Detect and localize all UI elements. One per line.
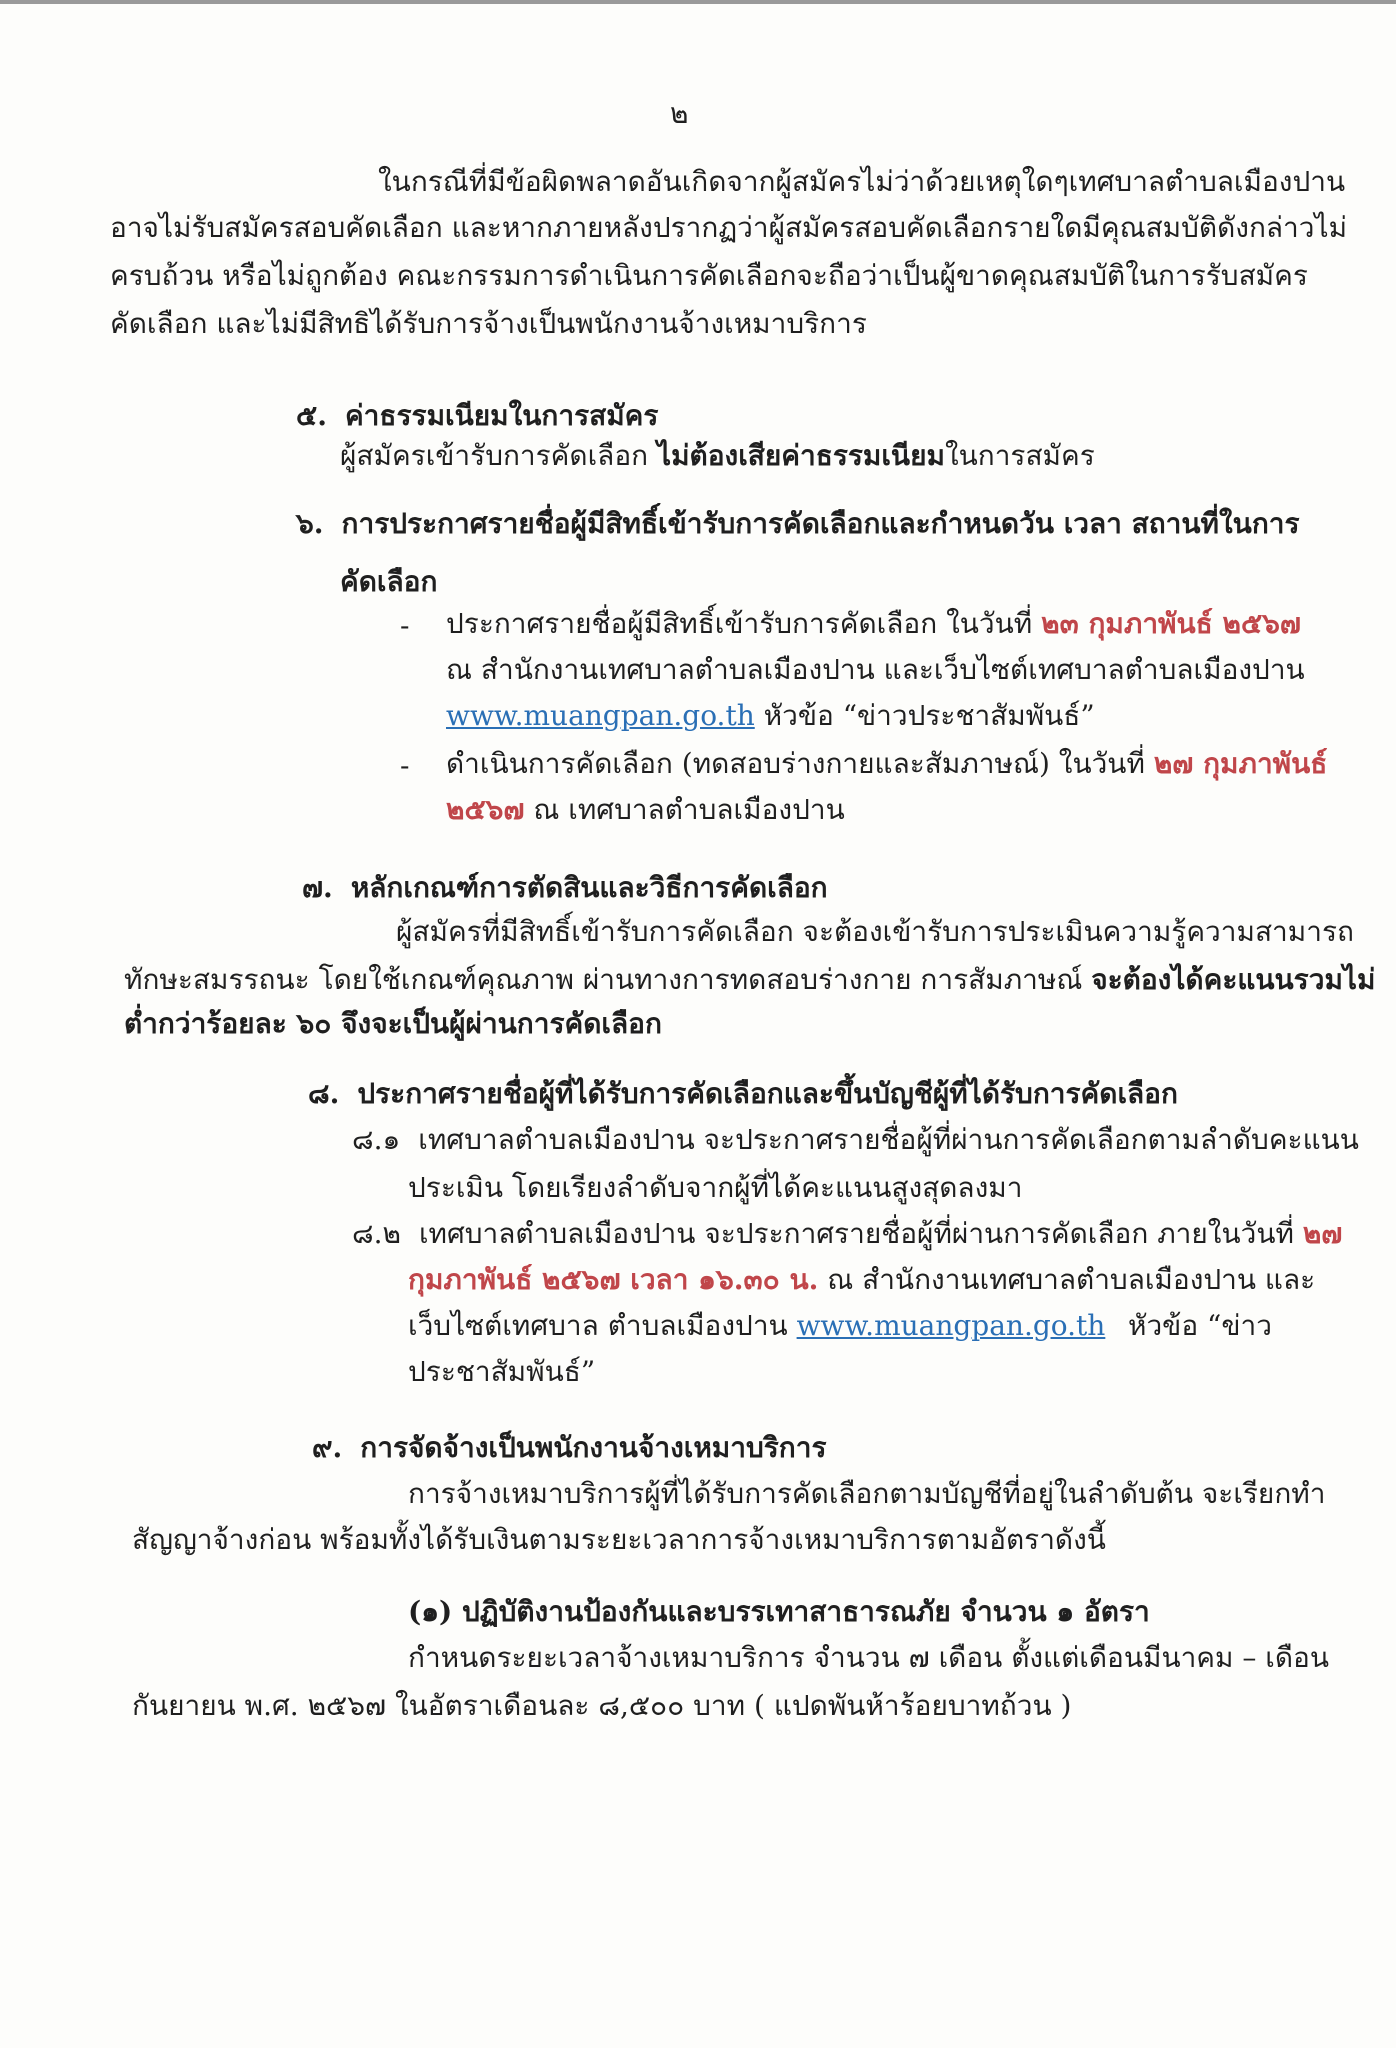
contract-period-line-2: กันยายน พ.ศ. ๒๕๖๗ ในอัตราเดือนละ ๘,๕๐๐ บาท ( แปดพันห้าร้อยบาทถ้วน ) [132, 1689, 1072, 1722]
section-8-2-office: ณ สำนักงานเทศบาลตำบลเมืองปาน และ [818, 1263, 1316, 1296]
section-8-heading [308, 1074, 1178, 1114]
section-8-2-topic: หัวข้อ “ข่าว [1128, 1309, 1272, 1342]
section-5-heading [296, 396, 658, 436]
section-8-2-date-time: กุมภาพันธ์ ๒๕๖๗ เวลา ๑๖.๓๐ น. [408, 1263, 819, 1296]
section-8-2-line-1 [352, 1214, 1342, 1254]
section-5-body [340, 436, 1095, 476]
section-5-title: ค่าธรรมเนียมในการสมัคร [344, 399, 659, 432]
section-6-heading [296, 504, 1300, 544]
section-8-2-number: ๘.๒ [352, 1217, 401, 1250]
section-9-line-1: การจ้างเหมาบริการผู้ที่ได้รับการคัดเลือกตามบัญชีที่อยู่ในลำดับต้น จะเรียกทำ [408, 1477, 1326, 1510]
section-8-2-line-4: ประชาสัมพันธ์” [408, 1355, 596, 1388]
section-8-1-number: ๘.๑ [352, 1123, 401, 1156]
intro-line-2: อาจไม่รับสมัครสอบคัดเลือก และหากภายหลังปรากฏว่าผู้สมัครสอบคัดเลือกรายใดมีคุณสมบัติดังกล่าวไม่ [110, 211, 1348, 244]
section-8-2-website-text: เว็บไซต์เทศบาล ตำบลเมืองปาน [408, 1309, 797, 1342]
selection-line-1 [446, 744, 1327, 784]
top-border-line [0, 0, 1396, 4]
section-5-body-start: ผู้สมัครเข้ารับการคัดเลือก [340, 439, 657, 472]
section-9-title: การจัดจ้างเป็นพนักงานจ้างเหมาบริการ [360, 1431, 827, 1464]
position-title: (๑) ปฏิบัติงานป้องกันและบรรเทาสาธารณภัย จำนวน ๑ อัตรา [408, 1595, 1150, 1628]
section-8-2-line-2 [408, 1260, 1315, 1300]
section-8-1-text: เทศบาลตำบลเมืองปาน จะประกาศรายชื่อผู้ที่ผ่านการคัดเลือกตามลำดับคะแนน [418, 1123, 1359, 1156]
section-8-number: ๘. [308, 1077, 340, 1110]
announcement-line-2: ณ สำนักงานเทศบาลตำบลเมืองปาน และเว็บไซต์เทศบาลตำบลเมืองปาน [446, 653, 1305, 686]
selection-text: ดำเนินการคัดเลือก (ทดสอบร่างกายและสัมภาษณ์) ในวันที่ [446, 747, 1154, 780]
intro-line-3: ครบถ้วน หรือไม่ถูกต้อง คณะกรรมการดำเนินการคัดเลือกจะถือว่าเป็นผู้ขาดคุณสมบัติในการรับสมัคร [110, 259, 1308, 292]
section-7-line-2 [124, 960, 1375, 1000]
section-8-2-text: เทศบาลตำบลเมืองปาน จะประกาศรายชื่อผู้ที่ผ่านการคัดเลือก ภายในวันที่ [418, 1217, 1303, 1250]
selection-date: ๒๗ กุมภาพันธ์ [1153, 747, 1328, 780]
announcement-date: ๒๓ กุมภาพันธ์ ๒๕๖๗ [1041, 607, 1301, 640]
section-9-number: ๙. [312, 1431, 343, 1464]
selection-year: ๒๕๖๗ [446, 793, 525, 826]
announcement-line-1 [446, 604, 1301, 644]
section-7-line-2-text: ทักษะสมรรถนะ โดยใช้เกณฑ์คุณภาพ ผ่านทางการทดสอบร่างกาย การสัมภาษณ์ [124, 963, 1092, 996]
section-5-body-end: ในการสมัคร [944, 439, 1095, 472]
section-8-2-date-day: ๒๗ [1302, 1217, 1343, 1250]
intro-line-4: คัดเลือก และไม่มีสิทธิได้รับการจ้างเป็นพนักงานจ้างเหมาบริการ [110, 307, 867, 340]
section-8-title: ประกาศรายชื่อผู้ที่ได้รับการคัดเลือกและขึ้นบัญชีผู้ที่ได้รับการคัดเลือก [357, 1077, 1178, 1110]
section-5-number: ๕. [296, 399, 327, 432]
section-8-2-line-3 [408, 1306, 1105, 1346]
section-9-line-2: สัญญาจ้างก่อน พร้อมทั้งได้รับเงินตามระยะเวลาการจ้างเหมาบริการตามอัตราดังนี้ [132, 1523, 1106, 1556]
contract-period-line-1: กำหนดระยะเวลาจ้างเหมาบริการ จำนวน ๗ เดือน ตั้งแต่เดือนมีนาคม – เดือน [408, 1641, 1330, 1674]
section-7-heading [302, 868, 828, 908]
announcement-line-3 [446, 696, 1095, 736]
section-7-line-2-bold: จะต้องได้คะแนนรวมไม่ [1091, 963, 1376, 996]
section-7-line-3: ต่ำกว่าร้อยละ ๖๐ จึงจะเป็นผู้ผ่านการคัดเลือก [124, 1007, 662, 1040]
section-8-1-line-1 [352, 1120, 1359, 1160]
section-6-number: ๖. [296, 507, 324, 540]
website-link-2[interactable]: www.muangpan.go.th [796, 1309, 1106, 1342]
intro-line-1: ในกรณีที่มีข้อผิดพลาดอันเกิดจากผู้สมัครไม่ว่าด้วยเหตุใดๆเทศบาลตำบลเมืองปาน [378, 165, 1346, 198]
section-7-line-1: ผู้สมัครที่มีสิทธิ์เข้ารับการคัดเลือก จะต้องเข้ารับการประเมินความรู้ความสามารถ [396, 915, 1354, 948]
section-6-title-line-2: คัดเลือก [340, 565, 438, 598]
section-9-heading [312, 1428, 826, 1468]
selection-place: ณ เทศบาลตำบลเมืองปาน [524, 793, 845, 826]
website-link-1[interactable]: www.muangpan.go.th [446, 699, 755, 732]
bullet-dash-1: - [400, 609, 410, 642]
section-8-1-line-2: ประเมิน โดยเรียงลำดับจากผู้ที่ได้คะแนนสูงสุดลงมา [408, 1171, 1023, 1204]
selection-line-2 [446, 790, 845, 830]
section-7-title: หลักเกณฑ์การตัดสินและวิธีการคัดเลือก [350, 871, 828, 904]
page-number: ๒ [670, 97, 689, 130]
topic-news-1: หัวข้อ “ข่าวประชาสัมพันธ์” [754, 699, 1095, 732]
bullet-dash-2: - [400, 749, 410, 782]
announcement-text: ประกาศรายชื่อผู้มีสิทธิ์เข้ารับการคัดเลือก ในวันที่ [446, 607, 1042, 640]
section-7-number: ๗. [302, 871, 333, 904]
section-6-title-line-1: การประกาศรายชื่อผู้มีสิทธิ์เข้ารับการคัดเลือกและกำหนดวัน เวลา สถานที่ในการ [341, 507, 1300, 540]
section-5-body-bold: ไม่ต้องเสียค่าธรรมเนียม [657, 439, 945, 472]
